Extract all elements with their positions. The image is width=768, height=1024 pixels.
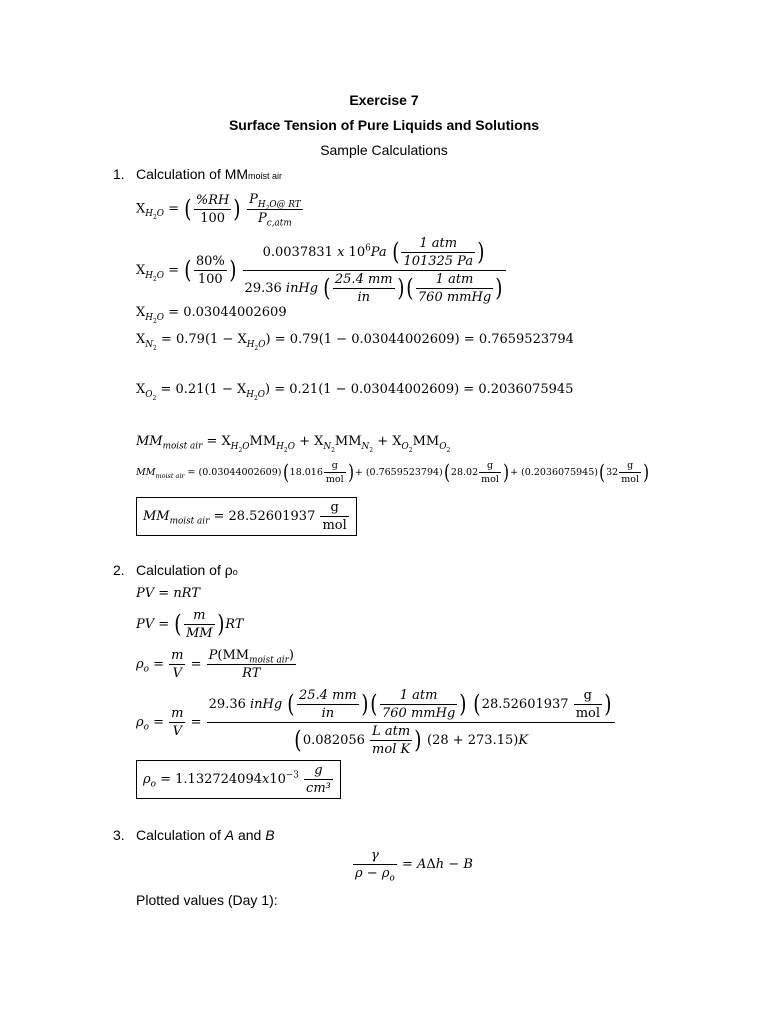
equation-density-definition: $\rho_o$ = $\frac{m}{V}$ = $\frac{P(MM_{moist air})}{RT}$ <box>136 648 294 681</box>
equation-ideal-gas: PV = nRT <box>136 586 200 601</box>
equation-x-h2o-result: $X_{H_2O} = 0.03044002609$ <box>136 305 287 325</box>
equation-x-n2: $X_{N_2} = 0.79(1 - X_{H_2O}) = 0.79(1 - 0.03044002609) = 0.7659523794$ <box>136 332 574 352</box>
section-1-number: 1. <box>113 166 125 182</box>
document-title: Surface Tension of Pure Liquids and Solutions <box>228 117 540 133</box>
section-2-heading: Calculation of ρo <box>136 562 238 578</box>
section-3-heading: Calculation of A and B <box>136 827 275 843</box>
equation-ideal-gas-mass: PV = ( $\frac{m}{MM}$ )RT <box>136 608 244 641</box>
result-density: $\rho_o = 1.132724094x10^{-3}$ $\frac{g}{\text{cm³}}$ <box>136 760 341 799</box>
result-mm-moist-air: $MM_{moist air} = 28.52601937$ $\frac{g}{\text{mol}}$ <box>136 497 357 536</box>
equation-mole-fraction-substituted: $X_{H_2O}$ = ( $\frac{80\%}{100}$ ) 0.0037831 x $10^6Pa$ ( $\frac{\text{1 atm}}{101325 Pa}$ ) 29.36 inHg ( $\frac{25.4 mm}{in}$ )( $\frac{\text{1 atm}}{\text{760 mmHg}}$ ) <box>136 236 507 305</box>
equation-x-o2: $X_{O_2} = 0.21(1 - X_{H_2O}) = 0.21(1 - 0.03044002609) = 0.2036075945$ <box>136 382 574 402</box>
document-subtitle: Sample Calculations <box>320 142 448 158</box>
exercise-number: Exercise 7 <box>349 92 419 108</box>
equation-mole-fraction-definition: $X_{H_2O}$ = ( $\frac{\%RH}{100}$ ) $\frac{P_{H_2O@ RT}}{P_{c,atm}}$ <box>136 192 301 229</box>
section-3-number: 3. <box>113 827 125 843</box>
equation-surface-tension-linear: $\frac{\gamma}{\rho - \rho_o}$ = AΔh − B <box>355 848 473 884</box>
section-2-number: 2. <box>113 562 125 578</box>
section-1-heading: Calculation of MMmoist air <box>136 166 283 182</box>
plotted-values-label: Plotted values (Day 1): <box>136 892 278 908</box>
equation-mm-moist-air-definition: $MM_{moist air} = X_{H_2O}MM_{H_2O} + X_{N_2}MM_{N_2} + X_{O_2}MM_{O_2}$ <box>136 434 451 454</box>
equation-density-substituted: $\rho_o$ = $\frac{m}{V}$ = 29.36 inHg ( $\frac{25.4 mm}{in}$ )( $\frac{\text{1 atm}}{\text{760 mmHg}}$ ) (28.52601937 $\frac{g}{\text{mol}}$ ) (0.082056 $\frac{\text{L atm}}{\text{mol K}}$ ) (28 + 273.15)K <box>136 688 616 757</box>
equation-mm-moist-air-substituted: $MM_{moist air} = (0.03044002609)(18.016$ $\frac{g}{\text{mol}}$ )+ (0.7659523794)(28.02 $\frac{g}{\text{mol}}$ )+ (0.2036075945)(32 $\frac{g}{\text{mol}}$ ) <box>136 460 650 485</box>
